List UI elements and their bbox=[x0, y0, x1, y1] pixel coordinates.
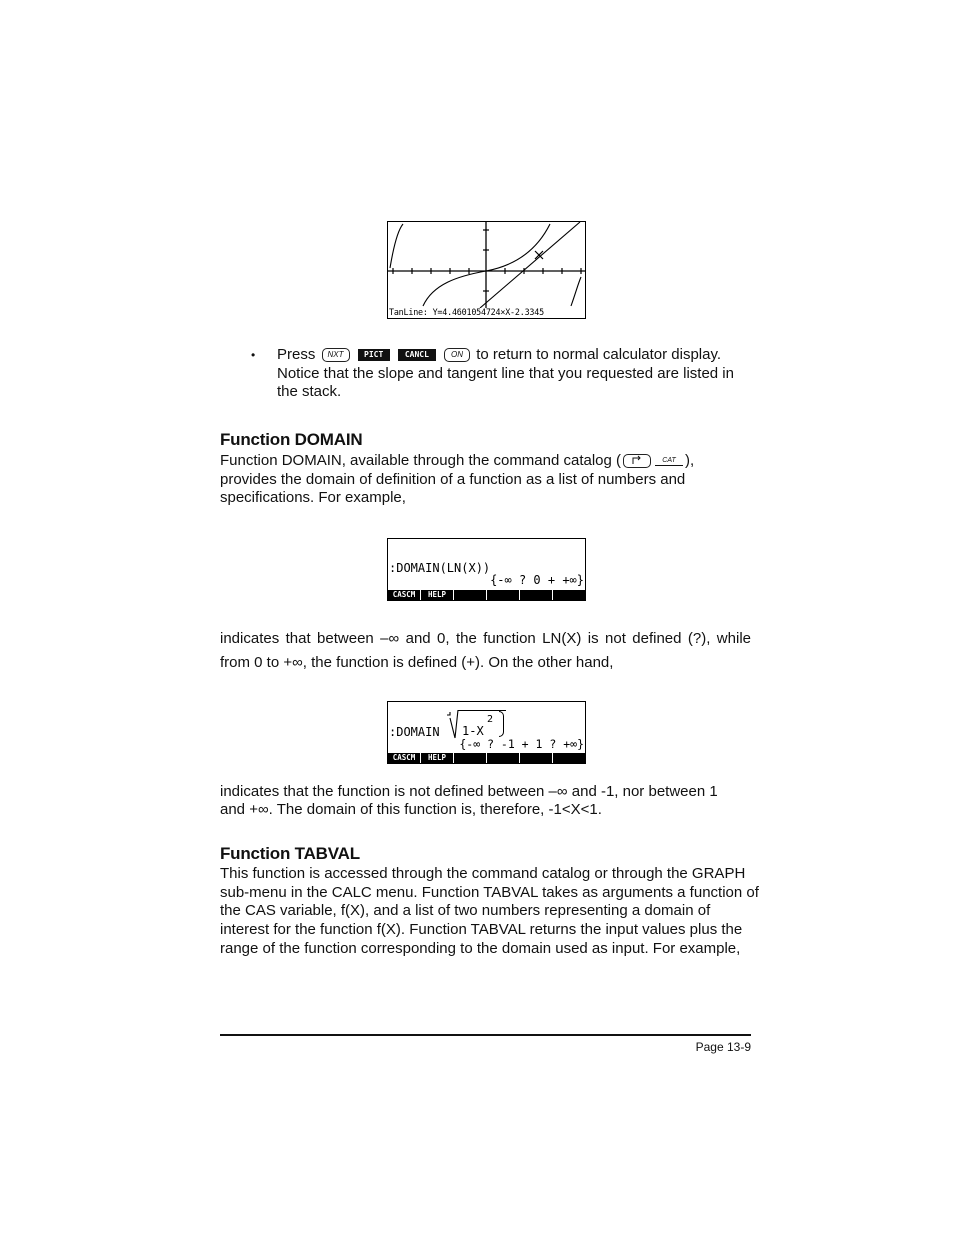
bullet-line-1-rest: to return to normal calculator display. bbox=[476, 346, 722, 363]
tabval-line-3: the CAS variable, f(X), and a list of two numbers representing a domain of bbox=[220, 902, 711, 919]
tabval-line-1: This function is accessed through the command catalog or through the GRAPH bbox=[220, 865, 746, 882]
domain-sqrt-input-prefix: :DOMAIN bbox=[389, 725, 440, 739]
domain-line-2: provides the domain of definition of a function as a list of numbers and bbox=[220, 471, 686, 488]
para2-line-1: indicates that between –∞ and 0, the function LN(X) is not defined (?), while bbox=[220, 630, 751, 647]
domain-line-1-start: Function DOMAIN, available through the command catalog ( bbox=[220, 452, 622, 469]
tabval-line-4: interest for the function f(X). Function TABVAL returns the input values plus the bbox=[220, 921, 743, 938]
softkey-menu-bar bbox=[388, 753, 585, 763]
domain-ln-input: :DOMAIN(LN(X)) bbox=[389, 561, 491, 575]
cancl-softkey-icon: CANCL bbox=[398, 349, 436, 361]
domain-line-3: specifications. For example, bbox=[220, 489, 406, 506]
domain-line-1 bbox=[220, 452, 694, 471]
radicand: 1-X bbox=[462, 724, 484, 738]
para3-line-1: indicates that the function is not defined between –∞ and -1, nor between 1 bbox=[220, 783, 718, 800]
nxt-key-icon: NXT bbox=[322, 348, 350, 362]
empty-softkey[interactable] bbox=[487, 753, 519, 763]
tabval-line-5: range of the function corresponding to the domain used as input. For example, bbox=[220, 940, 741, 957]
empty-softkey[interactable] bbox=[454, 753, 486, 763]
domain-sqrt-result: {-∞ ? -1 + 1 ? +∞} bbox=[459, 737, 584, 751]
softkey-menu-bar bbox=[388, 590, 585, 600]
para3-line-2: and +∞. The domain of this function is, therefore, -1<X<1. bbox=[220, 801, 602, 818]
help-softkey[interactable]: HELP bbox=[421, 590, 453, 600]
empty-softkey[interactable] bbox=[520, 590, 552, 600]
page-number: Page 13-9 bbox=[695, 1040, 751, 1054]
curve-left-branch bbox=[390, 224, 403, 268]
domain-line-1-end: ), bbox=[685, 452, 695, 469]
bullet-line-1 bbox=[277, 346, 721, 365]
cat-key-label: CAT bbox=[655, 456, 683, 466]
tangent-line bbox=[480, 222, 580, 308]
tabval-line-2: sub-menu in the CALC menu. Function TABVAL takes as arguments a function of bbox=[220, 884, 759, 901]
function-plot bbox=[388, 222, 585, 308]
empty-softkey[interactable] bbox=[520, 753, 552, 763]
paren-right bbox=[499, 711, 504, 737]
pict-softkey-icon: PICT bbox=[358, 349, 390, 361]
on-key-icon: ON bbox=[444, 348, 470, 362]
bullet-line-2: Notice that the slope and tangent line that you requested are listed in bbox=[277, 365, 734, 382]
empty-softkey[interactable] bbox=[454, 590, 486, 600]
calculator-screen-domain-ln bbox=[387, 538, 586, 601]
right-shift-key-icon bbox=[623, 454, 651, 468]
cascm-softkey[interactable]: CASCM bbox=[388, 590, 420, 600]
bullet-marker: • bbox=[251, 348, 256, 362]
domain-heading: Function DOMAIN bbox=[220, 430, 363, 449]
calculator-plot-screen bbox=[387, 221, 586, 319]
calculator-screen-domain-sqrt bbox=[387, 701, 586, 764]
tabval-heading: Function TABVAL bbox=[220, 844, 360, 863]
tanline-status: TanLine: Y=4.4601054724×X-2.3345 bbox=[389, 307, 544, 317]
bullet-line-3: the stack. bbox=[277, 383, 342, 400]
empty-softkey[interactable] bbox=[553, 590, 585, 600]
domain-ln-result: {-∞ ? 0 + +∞} bbox=[490, 573, 584, 587]
curve-right-branch bbox=[571, 277, 581, 306]
help-softkey[interactable]: HELP bbox=[421, 753, 453, 763]
para2-line-2: from 0 to +∞, the function is defined (+). On the other hand, bbox=[220, 654, 614, 671]
cascm-softkey[interactable]: CASCM bbox=[388, 753, 420, 763]
right-shift-arrow-icon bbox=[630, 455, 644, 465]
press-label: Press bbox=[277, 346, 316, 363]
empty-softkey[interactable] bbox=[553, 753, 585, 763]
footer-rule bbox=[220, 1034, 751, 1036]
radical-sign bbox=[446, 710, 460, 740]
empty-softkey[interactable] bbox=[487, 590, 519, 600]
exponent: 2 bbox=[487, 714, 494, 725]
